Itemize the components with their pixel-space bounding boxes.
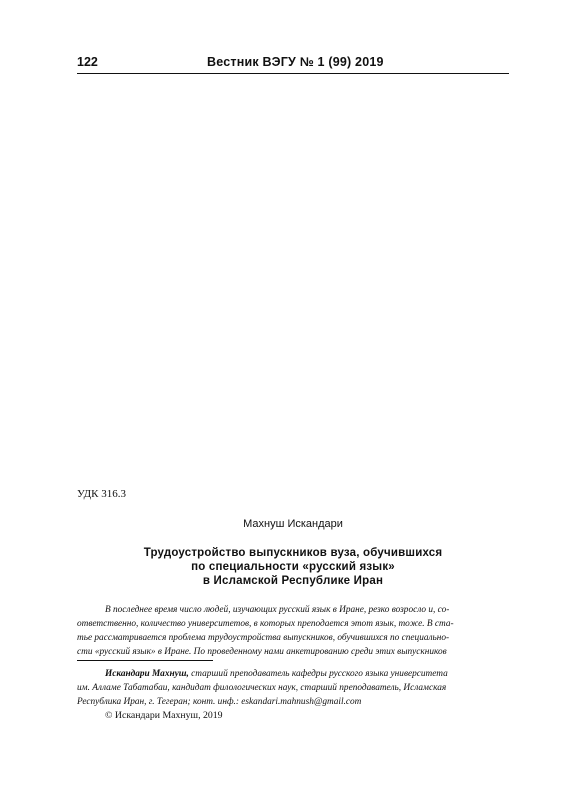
- footnote-line: Республика Иран, г. Тегеран; конт. инф.: eskandari.mahnush@gmail.com: [77, 697, 362, 707]
- copyright-notice: © Искандари Махнуш, 2019: [105, 710, 223, 721]
- article-title: [77, 546, 509, 588]
- footnote-line: им. Алламе Табатабаи, кандидат филологических наук, старший преподаватель, Исламская: [77, 683, 447, 693]
- running-header: [77, 55, 509, 73]
- header-rule: [77, 73, 509, 74]
- footnote-affiliation: старший преподаватель кафедры русского языка университета: [188, 669, 448, 679]
- footnote-author-name: Искандари Махнуш,: [105, 669, 189, 679]
- abstract-line: ответственно, количество университетов, в которых преподается этот язык, тоже. В ста-: [77, 619, 454, 629]
- title-line: по специальности «русский язык»: [191, 561, 395, 573]
- abstract-line: тье рассматривается проблема трудоустройства выпускников, обучившихся по специально-: [77, 633, 450, 643]
- udc-code: УДК 316.3: [77, 488, 127, 500]
- author-footnote: [77, 667, 509, 709]
- abstract: [77, 603, 509, 659]
- journal-title: Вестник ВЭГУ № 1 (99) 2019: [207, 55, 384, 69]
- footnote-rule: [77, 660, 213, 661]
- title-line: Трудоустройство выпускников вуза, обучившихся: [143, 547, 443, 559]
- abstract-line: В последнее время число людей, изучающих русский язык в Иране, резко возросло и, со-: [105, 605, 450, 615]
- title-line: в Исламской Республике Иран: [202, 575, 384, 587]
- page-number: 122: [77, 55, 98, 69]
- author-name: Махнуш Искандари: [243, 518, 343, 530]
- footnote-line: [77, 667, 509, 681]
- abstract-line: сти «русский язык» в Иране. По проведенному нами анкетированию среди этих выпускников: [77, 647, 447, 657]
